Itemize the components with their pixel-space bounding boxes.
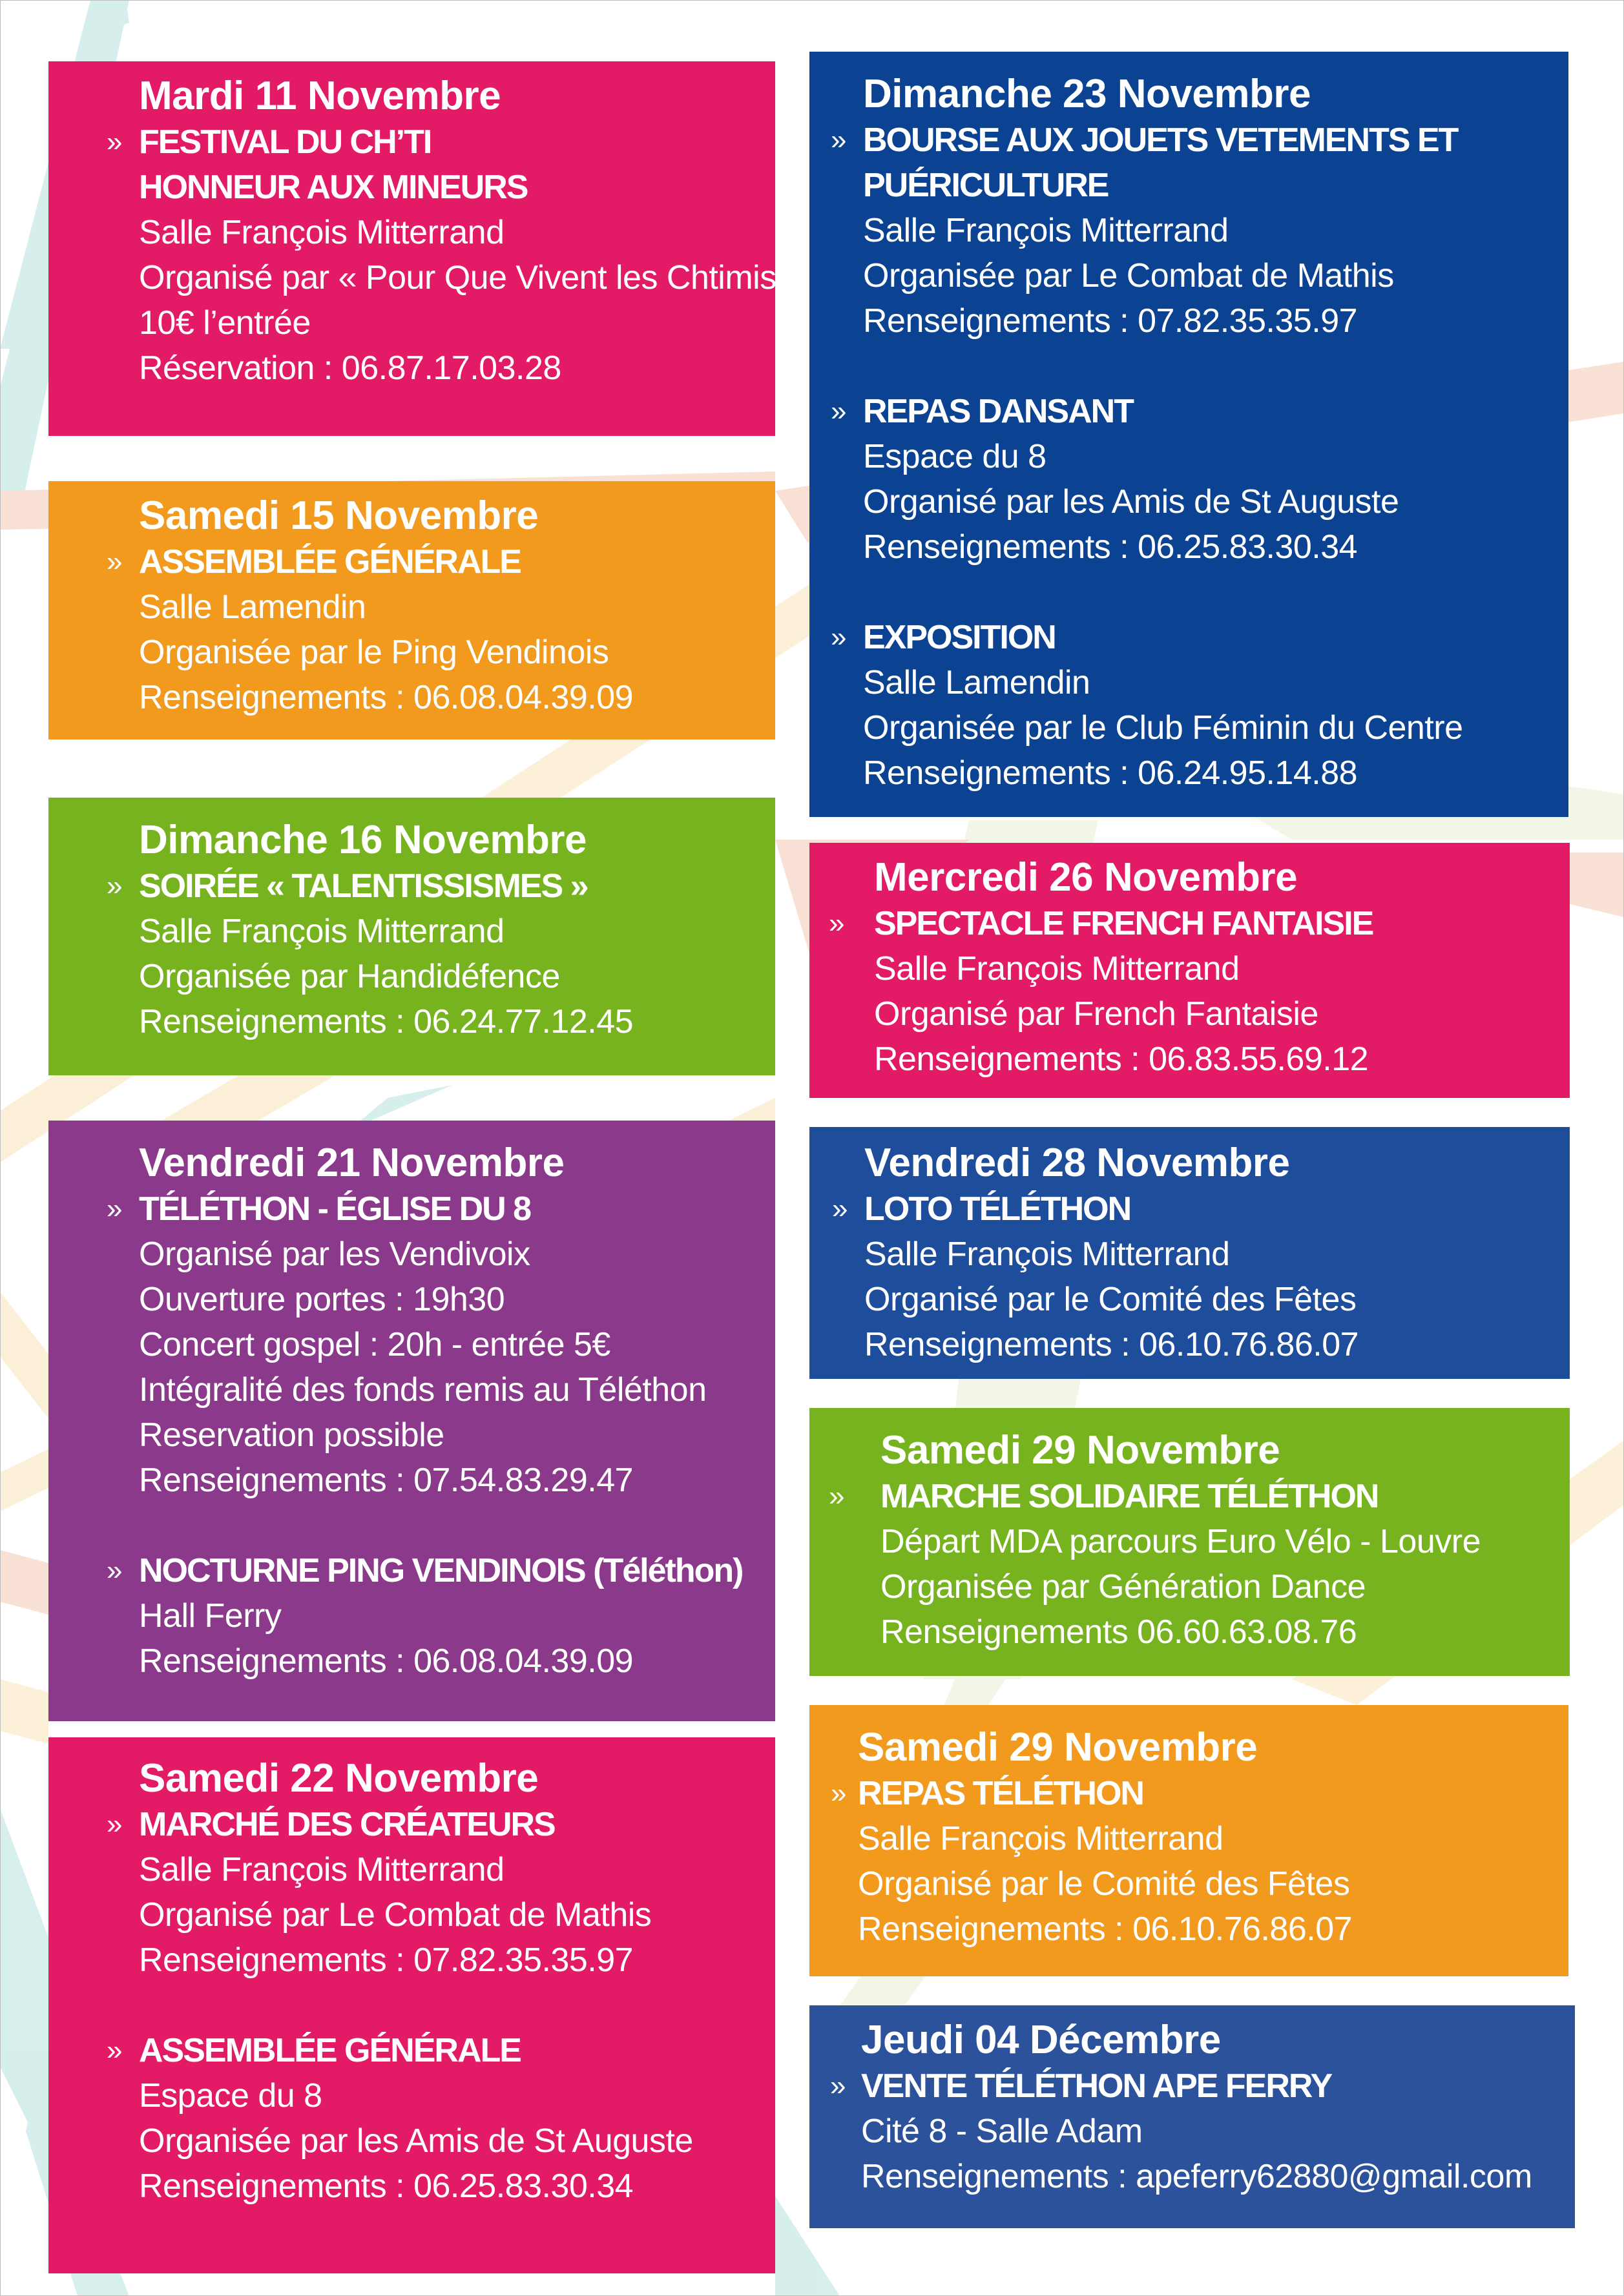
event-card-vendredi-21 bbox=[48, 1121, 775, 1721]
event-reservation: Reservation possible bbox=[139, 1416, 444, 1454]
event-title: ASSEMBLÉE GÉNÉRALE bbox=[139, 2032, 521, 2069]
event-title: LOTO TÉLÉTHON bbox=[864, 1190, 1131, 1228]
event-contact: Renseignements 06.60.63.08.76 bbox=[880, 1613, 1357, 1651]
event-organizer: Organisé par les Vendivoix bbox=[139, 1236, 530, 1273]
event-date: Samedi 29 Novembre bbox=[858, 1725, 1258, 1770]
event-contact: Renseignements : 06.10.76.86.07 bbox=[858, 1910, 1353, 1948]
bullet-chevron-icon: » bbox=[107, 1808, 123, 1840]
event-venue: Salle François Mitterrand bbox=[864, 1236, 1230, 1273]
event-venue: Espace du 8 bbox=[139, 2077, 322, 2115]
event-repas-dansant bbox=[831, 389, 1568, 570]
event-organizer: Organisée par les Amis de St Auguste bbox=[139, 2122, 693, 2160]
event-venue: Cité 8 - Salle Adam bbox=[861, 2113, 1143, 2150]
event-title: SOIRÉE « TALENTISSISMES » bbox=[139, 867, 588, 905]
event-title: FESTIVAL DU CH’TI bbox=[139, 123, 432, 161]
bullet-chevron-icon: » bbox=[107, 1193, 123, 1225]
event-organizer: Organisée par le Ping Vendinois bbox=[139, 634, 609, 671]
event-venue: Hall Ferry bbox=[139, 1597, 282, 1635]
event-date: Dimanche 23 Novembre bbox=[863, 72, 1311, 116]
event-price: 10€ l’entrée bbox=[139, 304, 311, 342]
event-card-mercredi-26 bbox=[809, 843, 1570, 1098]
event-date: Samedi 22 Novembre bbox=[139, 1756, 539, 1801]
event-marche-createurs bbox=[107, 1802, 775, 1983]
event-organizer: Organisée par Génération Dance bbox=[880, 1568, 1366, 1606]
event-organizer: Organisé par Le Combat de Mathis bbox=[139, 1896, 652, 1934]
event-nocturne-ping bbox=[107, 1548, 775, 1684]
event-title: BOURSE AUX JOUETS VETEMENTS ET bbox=[863, 121, 1458, 159]
event-venue: Salle Lamendin bbox=[863, 664, 1090, 701]
event-card-dimanche-23 bbox=[809, 52, 1568, 817]
event-organizer: Organisé par le Comité des Fêtes bbox=[858, 1865, 1350, 1903]
event-title: TÉLÉTHON - ÉGLISE DU 8 bbox=[139, 1190, 531, 1228]
event-contact: Renseignements : 06.10.76.86.07 bbox=[864, 1326, 1359, 1363]
event-note: Intégralité des fonds remis au Téléthon bbox=[139, 1371, 707, 1409]
event-vente-telethon-ape-ferry bbox=[830, 2063, 1575, 2199]
event-route: Départ MDA parcours Euro Vélo - Louvre bbox=[880, 1523, 1481, 1560]
event-assemblee-generale-ping bbox=[107, 539, 775, 720]
event-title: VENTE TÉLÉTHON APE FERRY bbox=[861, 2067, 1332, 2105]
event-organizer: Organisé par les Amis de St Auguste bbox=[863, 483, 1399, 521]
bullet-chevron-icon: » bbox=[832, 1193, 848, 1225]
event-date: Samedi 15 Novembre bbox=[139, 493, 539, 538]
bullet-chevron-icon: » bbox=[830, 2070, 846, 2102]
bullet-chevron-icon: » bbox=[831, 1777, 847, 1809]
event-contact: Renseignements : 07.82.35.35.97 bbox=[863, 302, 1358, 340]
event-card-samedi-15 bbox=[48, 481, 775, 739]
event-contact: Renseignements : 06.25.83.30.34 bbox=[139, 2167, 634, 2205]
event-date: Dimanche 16 Novembre bbox=[139, 818, 587, 862]
event-venue: Espace du 8 bbox=[863, 438, 1046, 475]
event-date: Jeudi 04 Décembre bbox=[861, 2018, 1221, 2062]
event-venue: Salle François Mitterrand bbox=[139, 1851, 505, 1888]
event-card-dimanche-16 bbox=[48, 798, 775, 1075]
event-title: NOCTURNE PING VENDINOIS (Téléthon) bbox=[139, 1552, 743, 1589]
bullet-chevron-icon: » bbox=[107, 2034, 123, 2066]
event-contact: Renseignements : 06.08.04.39.09 bbox=[139, 1642, 634, 1680]
event-title: REPAS DANSANT bbox=[863, 393, 1133, 430]
bullet-chevron-icon: » bbox=[107, 870, 123, 902]
bullet-chevron-icon: » bbox=[831, 621, 847, 653]
event-contact: Renseignements : 06.08.04.39.09 bbox=[139, 679, 634, 716]
event-contact-email[interactable]: Renseignements : apeferry62880@gmail.com bbox=[861, 2158, 1532, 2195]
event-date: Vendredi 28 Novembre bbox=[864, 1141, 1290, 1185]
event-contact: Renseignements : 06.24.77.12.45 bbox=[139, 1003, 634, 1040]
event-card-samedi-29-marche bbox=[809, 1408, 1570, 1676]
event-spectacle-french-fantaisie bbox=[829, 901, 1570, 1082]
event-contact: Renseignements : 06.25.83.30.34 bbox=[863, 528, 1358, 566]
event-venue: Salle François Mitterrand bbox=[874, 950, 1240, 988]
event-contact: Renseignements : 06.24.95.14.88 bbox=[863, 754, 1358, 792]
event-title: SPECTACLE FRENCH FANTAISIE bbox=[874, 905, 1373, 942]
event-organizer: Organisé par French Fantaisie bbox=[874, 995, 1318, 1033]
event-contact: Renseignements : 07.82.35.35.97 bbox=[139, 1941, 634, 1979]
event-venue: Salle François Mitterrand bbox=[139, 214, 505, 251]
event-bourse-jouets bbox=[831, 118, 1568, 344]
event-title: REPAS TÉLÉTHON bbox=[858, 1775, 1143, 1812]
event-date: Vendredi 21 Novembre bbox=[139, 1141, 565, 1185]
bullet-chevron-icon: » bbox=[829, 1480, 845, 1512]
event-card-jeudi-04-decembre bbox=[809, 2005, 1575, 2228]
event-marche-solidaire bbox=[829, 1474, 1570, 1655]
event-venue: Salle François Mitterrand bbox=[863, 212, 1229, 249]
event-card-samedi-29-repas bbox=[809, 1705, 1568, 1976]
event-telethon-eglise bbox=[107, 1186, 775, 1503]
event-organizer: Organisé par le Comité des Fêtes bbox=[864, 1281, 1357, 1318]
event-title: EXPOSITION bbox=[863, 619, 1056, 656]
event-soiree-talentissismes bbox=[107, 864, 775, 1044]
event-date: Samedi 29 Novembre bbox=[880, 1428, 1280, 1473]
bullet-chevron-icon: » bbox=[107, 1555, 123, 1586]
event-date: Mardi 11 Novembre bbox=[139, 74, 501, 118]
event-title: HONNEUR AUX MINEURS bbox=[139, 169, 528, 206]
event-venue: Salle Lamendin bbox=[139, 588, 366, 626]
event-doors-time: Ouverture portes : 19h30 bbox=[139, 1281, 505, 1318]
event-organizer: Organisée par Handidéfence bbox=[139, 958, 560, 995]
event-card-mardi-11 bbox=[48, 61, 804, 436]
event-loto-telethon bbox=[832, 1186, 1570, 1367]
event-card-vendredi-28 bbox=[809, 1127, 1570, 1379]
bullet-chevron-icon: » bbox=[107, 126, 123, 158]
event-venue: Salle François Mitterrand bbox=[858, 1820, 1223, 1857]
event-date: Mercredi 26 Novembre bbox=[874, 855, 1298, 900]
event-card-samedi-22 bbox=[48, 1737, 775, 2273]
event-contact: Réservation : 06.87.17.03.28 bbox=[139, 349, 561, 387]
event-title: ASSEMBLÉE GÉNÉRALE bbox=[139, 543, 521, 581]
event-repas-telethon bbox=[831, 1771, 1568, 1952]
bullet-chevron-icon: » bbox=[829, 907, 845, 939]
event-organizer: Organisée par le Club Féminin du Centre bbox=[863, 709, 1463, 747]
event-organizer: Organisée par Le Combat de Mathis bbox=[863, 257, 1394, 295]
event-festival-chti bbox=[107, 119, 804, 391]
event-concert-info: Concert gospel : 20h - entrée 5€ bbox=[139, 1326, 610, 1363]
bullet-chevron-icon: » bbox=[831, 395, 847, 427]
bullet-chevron-icon: » bbox=[107, 546, 123, 577]
event-organizer: Organisé par « Pour Que Vivent les Chtimis » bbox=[139, 259, 804, 296]
event-exposition bbox=[831, 615, 1568, 796]
event-contact: Renseignements : 06.83.55.69.12 bbox=[874, 1040, 1369, 1078]
event-assemblee-generale-st-auguste bbox=[107, 2028, 775, 2209]
event-title: PUÉRICULTURE bbox=[863, 167, 1109, 204]
event-title: MARCHÉ DES CRÉATEURS bbox=[139, 1806, 555, 1843]
event-title: MARCHE SOLIDAIRE TÉLÉTHON bbox=[880, 1478, 1379, 1515]
event-contact: Renseignements : 07.54.83.29.47 bbox=[139, 1462, 634, 1499]
event-venue: Salle François Mitterrand bbox=[139, 913, 505, 950]
bullet-chevron-icon: » bbox=[831, 124, 847, 156]
